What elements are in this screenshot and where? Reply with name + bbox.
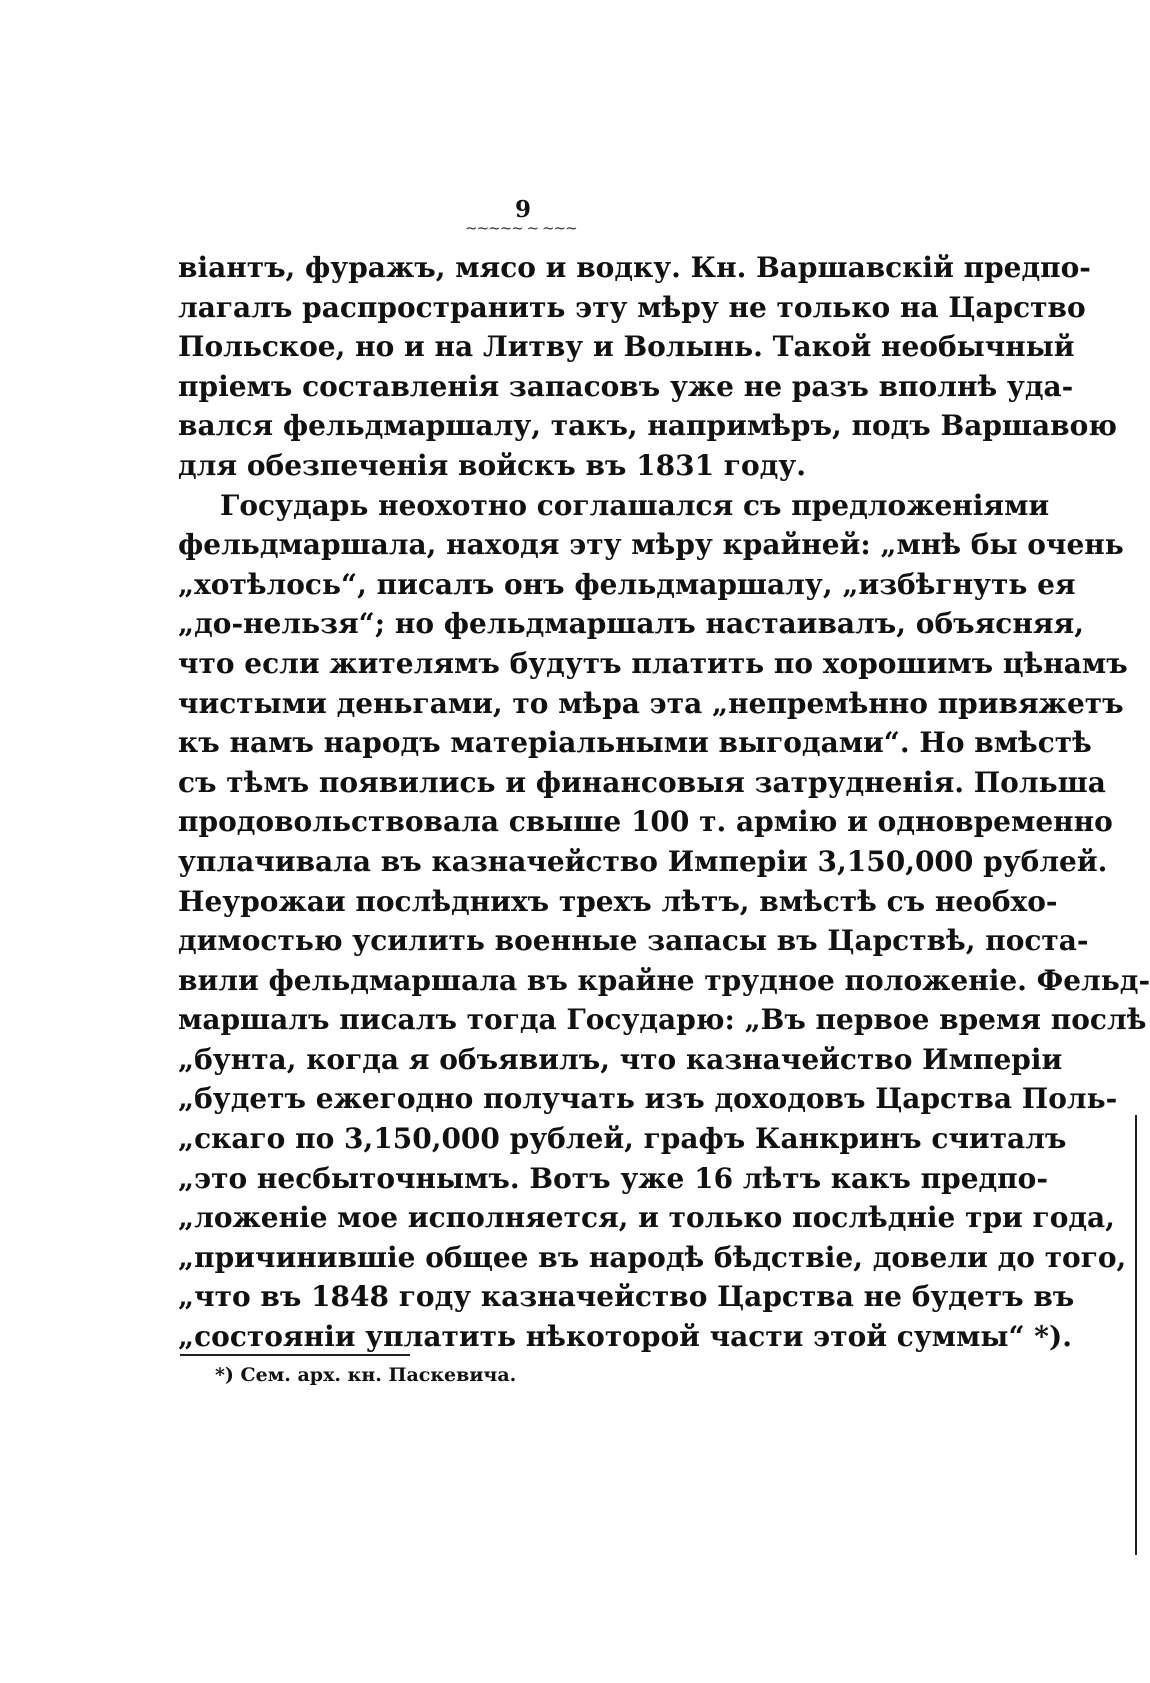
text-line: „причинившіе общее въ народѣ бѣдствіе, довели до того, <box>178 1240 1127 1274</box>
text-line: чистыми деньгами, то мѣра эта „непремѣнно привяжетъ <box>178 686 1124 720</box>
text-line: къ намъ народъ матеріальными выгодами“. Но вмѣстѣ <box>178 726 1092 760</box>
body-text <box>178 248 1150 1357</box>
scan-edge-line <box>1135 1115 1137 1555</box>
text-line: „скаго по 3,150,000 рублей, графъ Канкринъ считалъ <box>178 1122 1067 1156</box>
text-line: для обезпеченія войскъ въ 1831 году. <box>178 448 806 482</box>
text-line: Неурожаи послѣднихъ трехъ лѣтъ, вмѣстѣ съ необхо- <box>178 884 1058 918</box>
text-line: съ тѣмъ появились и финансовыя затрудненія. Польша <box>178 765 1106 799</box>
text-line: маршалъ писалъ тогда Государю: „Въ первое время послѣ <box>178 1003 1147 1037</box>
text-line: „будетъ ежегодно получать изъ доходовъ Царства Поль- <box>178 1082 1118 1116</box>
text-line: вили фельдмаршала въ крайне трудное положеніе. Фельд- <box>178 963 1150 997</box>
page-number: 9 <box>515 196 532 223</box>
footnote-divider <box>180 1354 410 1356</box>
text-line: „хотѣлось“, писалъ онъ фельдмаршалу, „избѣгнуть ея <box>178 567 1076 601</box>
footnote: *) Сем. арх. кн. Паскевича. <box>215 1364 517 1386</box>
text-line: „что въ 1848 году казначейство Царства не будетъ въ <box>178 1280 1075 1314</box>
text-line: пріемъ составленія запасовъ уже не разъ вполнѣ уда- <box>178 369 1074 403</box>
text-line: вался фельдмаршалу, такъ, напримѣръ, подъ Варшавою <box>178 409 1117 443</box>
text-line: „ложеніе мое исполняется, и только послѣдніе три года, <box>178 1201 1115 1235</box>
page-number-ornament: ~~~~~ ~ ~~~ <box>465 219 577 237</box>
text-line: Польское, но и на Литву и Волынь. Такой необычный <box>178 330 1075 364</box>
text-line: фельдмаршала, находя эту мѣру крайней: „мнѣ бы очень <box>178 528 1124 562</box>
text-line: продовольствовала свыше 100 т. армію и одновременно <box>178 805 1113 839</box>
text-line: лагалъ распространить эту мѣру не только на Царство <box>178 290 1086 324</box>
text-line: что если жителямъ будутъ платить по хорошимъ цѣнамъ <box>178 646 1128 680</box>
paragraph-2 <box>178 486 1150 1357</box>
text-line: Государь неохотно соглашался съ предложеніями <box>220 488 1050 522</box>
text-line: „состояніи уплатить нѣкоторой части этой суммы“ *). <box>178 1320 1072 1354</box>
text-line: димостью усилить военные запасы въ Царствѣ, поста- <box>178 924 1089 958</box>
text-line: „до-нельзя“; но фельдмаршалъ настаивалъ, объясняя, <box>178 607 1084 641</box>
text-line: „бунта, когда я объявилъ, что казначейство Имперіи <box>178 1042 1063 1076</box>
paragraph-1 <box>178 248 1117 486</box>
text-line: уплачивала въ казначейство Имперіи 3,150,000 рублей. <box>178 844 1108 878</box>
text-line: віантъ, фуражъ, мясо и водку. Кн. Варшавскій предпо- <box>178 251 1091 284</box>
text-line: „это несбыточнымъ. Вотъ уже 16 лѣтъ какъ предпо- <box>178 1161 1048 1195</box>
